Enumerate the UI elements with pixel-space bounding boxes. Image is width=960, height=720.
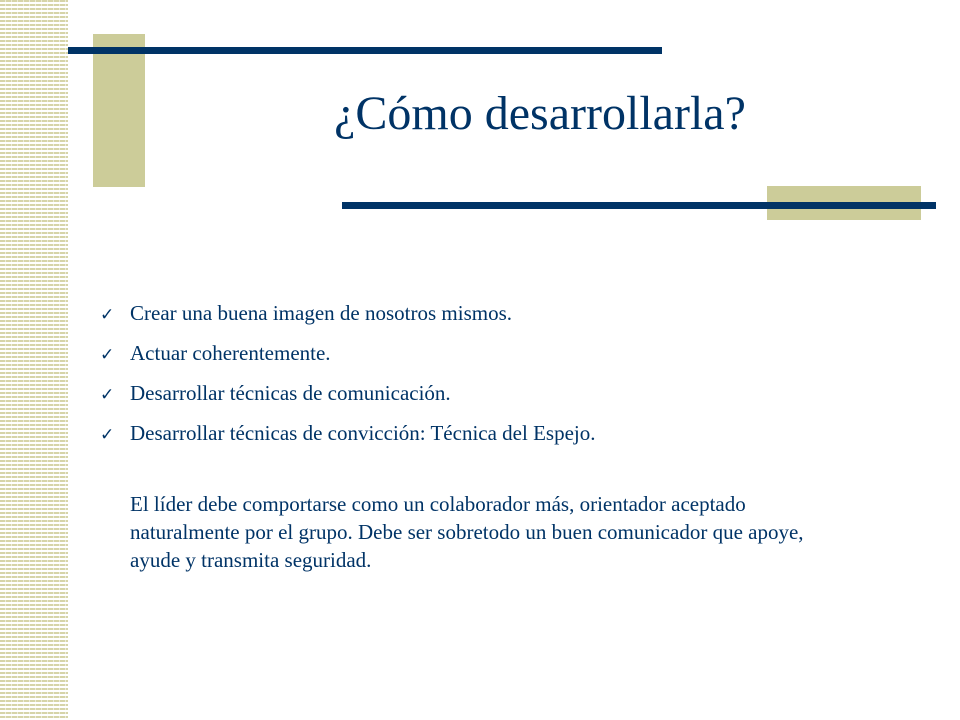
bullet-text: Desarrollar técnicas de comunicación. bbox=[130, 381, 451, 405]
decorative-block-top bbox=[93, 34, 145, 187]
bullet-text: Desarrollar técnicas de convicción: Técnica del Espejo. bbox=[130, 421, 596, 445]
bullet-text: Actuar coherentemente. bbox=[130, 341, 331, 365]
bullet-item bbox=[100, 300, 920, 328]
decorative-bar-top bbox=[68, 47, 662, 54]
bullet-list bbox=[100, 300, 920, 460]
check-icon: ✓ bbox=[100, 425, 115, 445]
check-icon: ✓ bbox=[100, 305, 115, 325]
bullet-item bbox=[100, 380, 920, 408]
left-decorative-border bbox=[0, 0, 68, 720]
check-icon: ✓ bbox=[100, 385, 115, 405]
bullet-item bbox=[100, 340, 920, 368]
decorative-bar-bottom bbox=[342, 202, 936, 209]
body-paragraph: El líder debe comportarse como un colaborador más, orientador aceptado naturalmente por el grupo. Debe ser sobretodo un buen comunicador que apoye, ayude y transmita seguridad. bbox=[130, 492, 804, 572]
slide-title: ¿Cómo desarrollarla? bbox=[334, 87, 746, 140]
bullet-text: Crear una buena imagen de nosotros mismos. bbox=[130, 301, 512, 325]
bullet-item bbox=[100, 420, 920, 448]
check-icon: ✓ bbox=[100, 345, 115, 365]
